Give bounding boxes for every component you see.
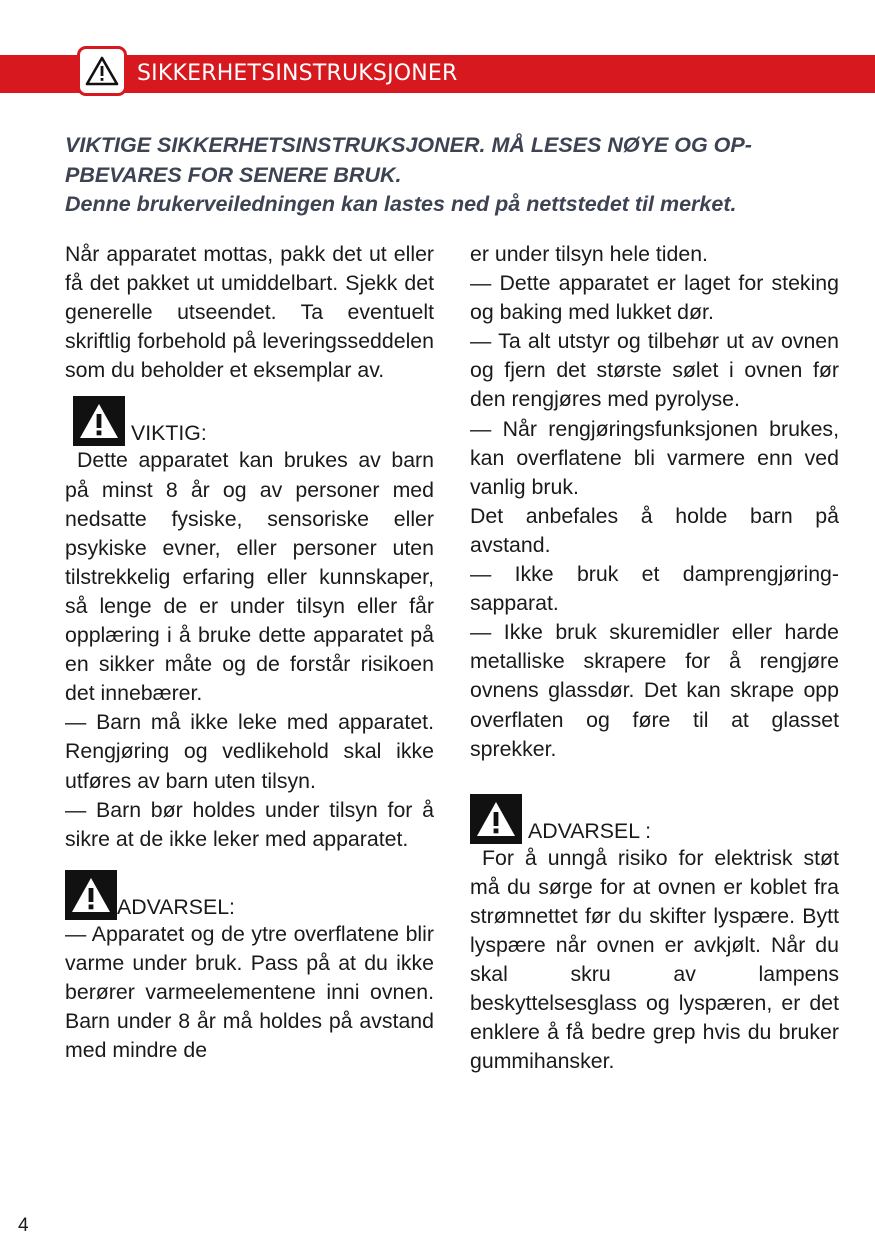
warning-icon bbox=[73, 396, 125, 446]
cleaning-hot-paragraph: — Når rengjøringsfunksjonen brukes, kan overflatene bli varmere enn ved vanlig bruk. bbox=[470, 416, 839, 499]
hot-surfaces-paragraph: — Apparatet og de ytre overflatene blir varme under bruk. Pass på at du ikke berører varmeelementene inni ovnen. Barn under 8 år må holdes på avstand med mindre de bbox=[65, 921, 434, 1063]
important-label: VIKTIG: bbox=[131, 421, 207, 446]
receipt-paragraph: Når apparatet mottas, pakk det ut eller få det pakket ut umiddelbart. Sjekk det generelle utseendet. Ta eventuelt skriftlig forbehold på leveringsseddelen som du beholder et eksemplar av. bbox=[65, 242, 434, 383]
intro-line-2: PBEVARES FOR SENERE BRUK. bbox=[65, 162, 402, 187]
bulb-paragraph: For å unngå risiko for elektrisk støt må du sørge for at ovnen er koblet fra strømnettet før du skifter lyspære. Bytt lyspære når ovnen er avkjølt. Når du skal skru av lampens beskyttelsesglass og lyspæren, er det enklere å få bedre grep hvis du bruker gummihansker. bbox=[470, 845, 839, 1074]
header-warning-badge bbox=[77, 46, 127, 96]
no-play-paragraph: — Barn må ikke leke med apparatet. Rengjøring og vedlikehold skal ikke utføres av barn uten tilsyn. bbox=[65, 710, 434, 793]
warning-heading bbox=[65, 870, 434, 920]
right-column bbox=[470, 240, 839, 1076]
no-steam-paragraph: — Ikke bruk et damprengjøringsapparat. bbox=[470, 562, 839, 616]
children-use-paragraph: Dette apparatet kan brukes av barn på minst 8 år og av personer med nedsatte fysiske, sensoriske eller psykiske evner, eller personer uten tilstrekkelig erfaring eller kunnskaper, så lenge de er under tilsyn eller får opplæring i å bruke dette apparatet på en sikker måte og de forstår risikoen det innebærer. bbox=[65, 448, 434, 706]
warning-label: ADVARSEL : bbox=[528, 818, 652, 843]
important-heading bbox=[73, 396, 434, 446]
page-number: 4 bbox=[18, 1215, 29, 1236]
section-title: SIKKERHETSINSTRUKSJONER bbox=[137, 61, 458, 86]
remove-accessories-paragraph: — Ta alt utstyr og tilbehør ut av ovnen og fjern det største sølet i ovnen før den rengjøres med pyrolyse. bbox=[470, 329, 839, 412]
supervision-continued-paragraph: er under tilsyn hele tiden. bbox=[470, 242, 708, 266]
keep-children-paragraph: Det anbefales å holde barn på avstand. bbox=[470, 503, 839, 557]
warning-triangle-icon bbox=[85, 56, 119, 86]
intro-heading bbox=[65, 131, 840, 220]
closed-door-paragraph: — Dette apparatet er laget for steking og baking med lukket dør. bbox=[470, 271, 839, 325]
left-column bbox=[65, 240, 434, 1065]
warning-heading bbox=[470, 794, 839, 844]
warning-icon bbox=[470, 794, 522, 844]
supervise-paragraph: — Barn bør holdes under tilsyn for å sikre at de ikke leker med apparatet. bbox=[65, 797, 434, 851]
no-abrasives-paragraph: — Ikke bruk skuremidler eller harde metalliske skrapere for å rengjøre ovnens glassdør. Det kan skrape opp overflaten og føre til at glasset sprekker. bbox=[470, 620, 839, 761]
warning-icon bbox=[65, 870, 117, 920]
intro-line-1: VIKTIGE SIKKERHETSINSTRUKSJONER. MÅ LESES NØYE OG OP- bbox=[65, 133, 752, 157]
warning-label: ADVARSEL: bbox=[117, 894, 235, 919]
intro-line-3: Denne brukerveiledningen kan lastes ned på nettstedet til merket. bbox=[65, 192, 737, 216]
